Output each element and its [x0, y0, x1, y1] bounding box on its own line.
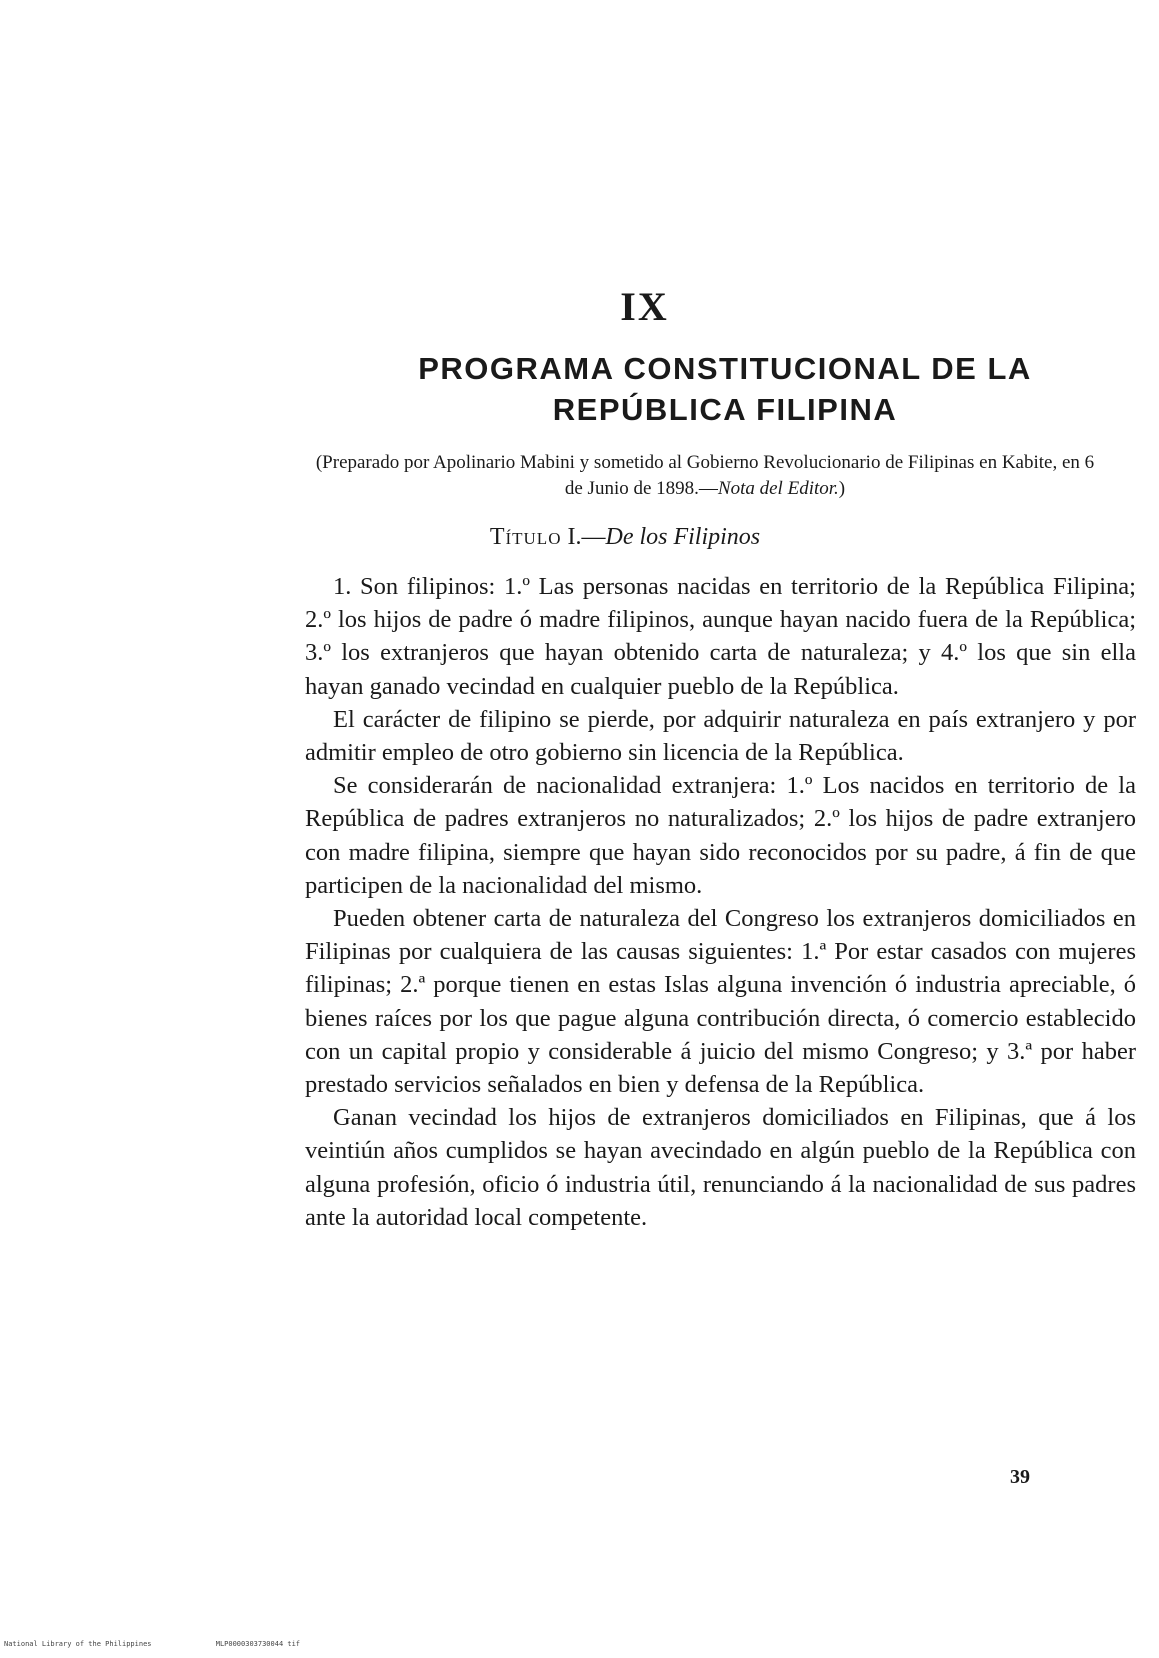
section-title: De los Filipinos	[605, 524, 761, 550]
editor-note-text: (Preparado por Apolinario Mabini y sometido al Gobierno Revolucionario de Filipinas en Kabite, en 6 de Junio de 1898.—	[315, 452, 1095, 499]
footer-code: MLP0000303730044 tif	[215, 1640, 301, 1648]
body-text	[305, 570, 1136, 1234]
paragraph-3: Se considerarán de nacionalidad extranjera: 1.º Los nacidos en territorio de la República de padres extranjeros no naturalizados; 2.º los hijos de padre extranjero con madre filipina, siempre que hayan sido reconocidos por su padre, á fin de que participen de la nacionalidad del mismo.	[305, 772, 1136, 899]
editor-note-italic: Nota del Editor.	[717, 478, 839, 499]
editor-note-close: )	[838, 478, 846, 499]
section-number: I.—	[567, 524, 606, 550]
paragraph-4: Pueden obtener carta de naturaleza del Congreso los extranjeros domiciliados en Filipinas por cualquiera de las causas siguientes: 1.ª Por estar casados con mujeres filipinas; 2.ª porque tienen en estas Islas alguna invención ó industria apreciable, ó bienes raíces por los que pague alguna contribución directa, ó comercio establecido con un capital propio y considerable á juicio del mismo Congreso; y 3.ª por haber prestado servicios señalados en bien y defensa de la República.	[305, 905, 1136, 1099]
section-heading	[305, 524, 945, 551]
chapter-title-line-2: REPÚBLICA FILIPINA	[552, 392, 898, 427]
footer-library: National Library of the Philippines	[4, 1640, 152, 1648]
chapter-title	[340, 348, 1110, 430]
paragraph-5: Ganan vecindad los hijos de extranjeros domiciliados en Filipinas, que á los veintiún años cumplidos se hayan avecindado en algún pueblo de la República con alguna profesión, oficio ó industria útil, renunciando á la nacionalidad de sus padres ante la autoridad local competente.	[305, 1104, 1136, 1231]
chapter-title-line-1: PROGRAMA CONSTITUCIONAL DE LA	[418, 351, 1032, 386]
paragraph-2: El carácter de filipino se pierde, por adquirir naturaleza en país extranjero y por admitir empleo de otro gobierno sin licencia de la República.	[305, 705, 1136, 767]
scan-footer	[4, 1640, 360, 1648]
page-number: 39	[1010, 1466, 1030, 1488]
editor-note	[305, 450, 1105, 502]
section-label: Título	[489, 524, 562, 550]
paragraph-1: 1. Son filipinos: 1.º Las personas nacidas en territorio de la República Filipina; 2.º los hijos de padre ó madre filipinos, aunque hayan nacido fuera de la República; 3.º los extranjeros que hayan obtenido carta de naturaleza; y 4.º los que sin ella hayan ganado vecindad en cualquier pueblo de la República.	[305, 573, 1136, 700]
chapter-number: IX	[620, 284, 669, 329]
